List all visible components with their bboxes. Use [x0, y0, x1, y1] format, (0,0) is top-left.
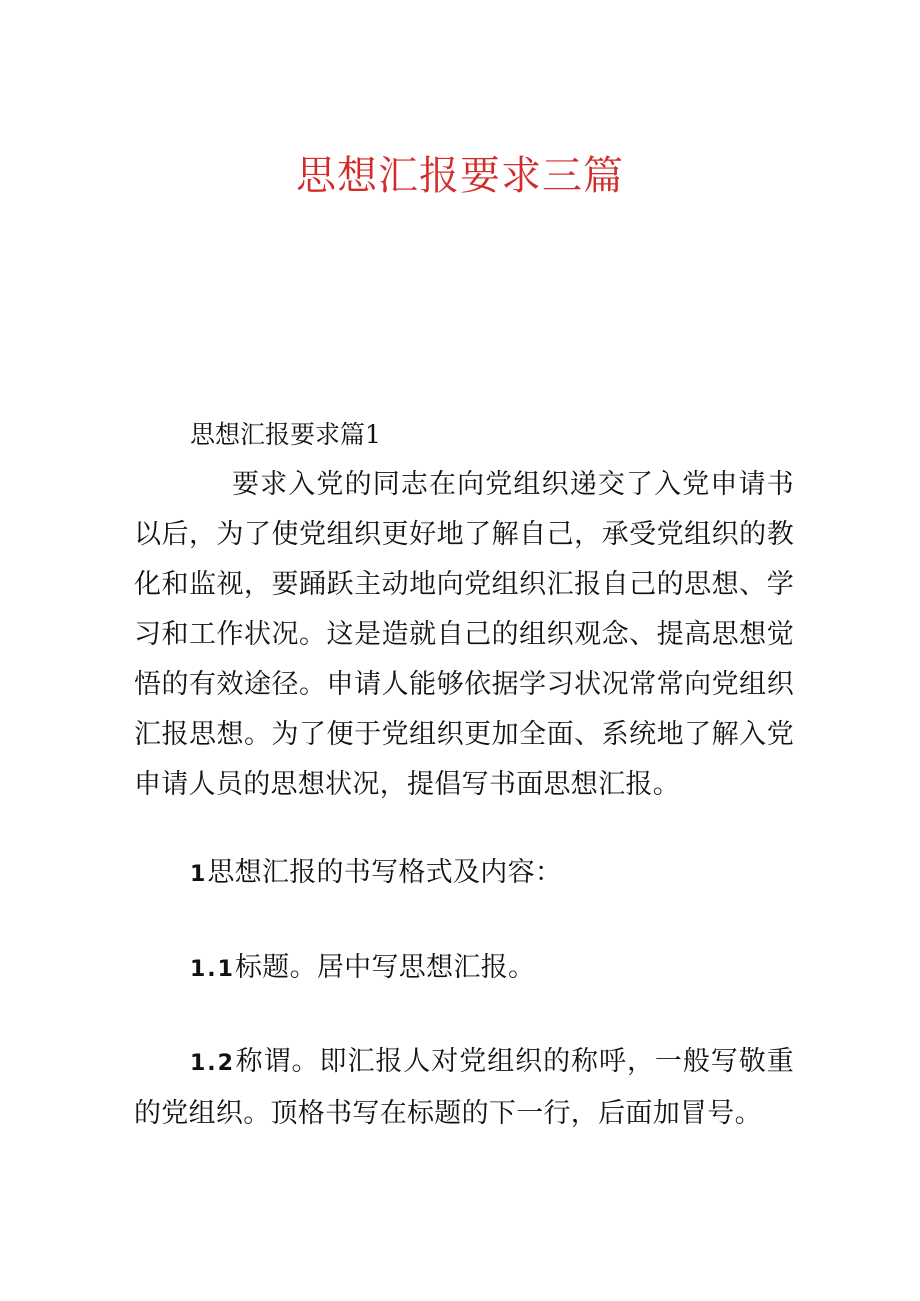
item-text: 思想汇报的书写格式及内容： [207, 857, 563, 888]
section-heading: 思想汇报要求篇1 [190, 420, 381, 449]
item-number: 1.2 [190, 1051, 235, 1076]
item-number: 1.1 [190, 957, 235, 982]
item-text: 称谓。即汇报人对党组织的称呼，一般写敬重的党组织。顶格书写在标题的下一行，后面加冒号。 [134, 1046, 794, 1129]
item-number: 1 [190, 862, 208, 887]
format-item-1 [134, 848, 794, 900]
document-title: 思想汇报要求三篇 [296, 153, 624, 199]
intro-paragraph: 要求入党的同志在向党组织递交了入党申请书以后，为了使党组织更好地了解自己，承受党组织的教化和监视，要踊跃主动地向党组织汇报自己的思想、学习和工作状况。这是造就自己的组织观念、提高思想觉悟的有效途径。申请人能够依据学习状况常常向党组织汇报思想。为了便于党组织更加全面、系统地了解入党申请人员的思想状况，提倡写书面思想汇报。 [134, 469, 794, 800]
format-item-1-2 [134, 1037, 794, 1139]
format-item-1-1 [134, 943, 794, 995]
item-text: 标题。居中写思想汇报。 [234, 952, 536, 983]
